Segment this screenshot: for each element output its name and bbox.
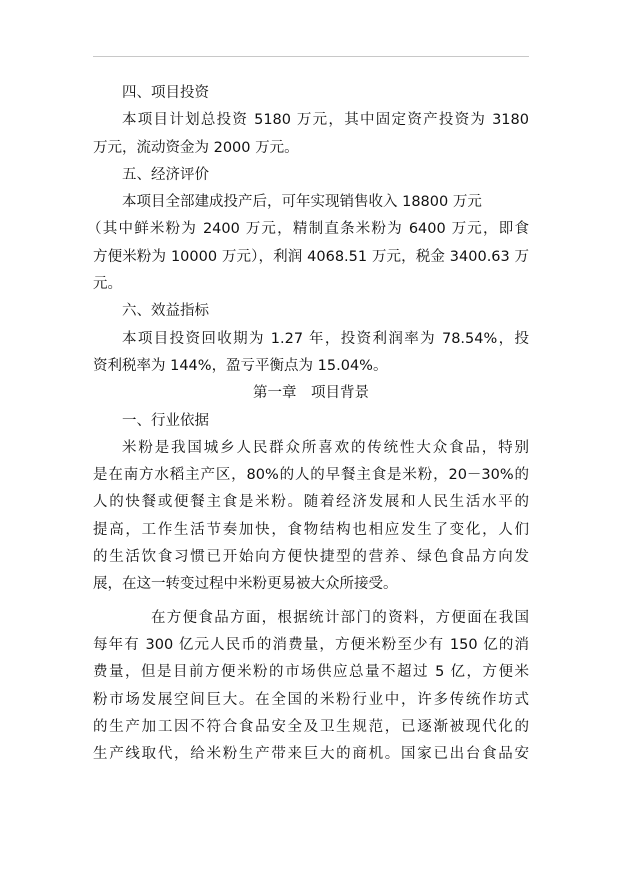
document-body	[87, 80, 529, 768]
paragraph-line: 元。	[93, 276, 122, 293]
chapter-title: 第一章 项目背景	[253, 385, 369, 402]
paragraph-line: 本项目投资回收期为 1.27 年，投资利润率为 78.54%，投	[122, 330, 529, 347]
paragraph-line: 粉市场发展空间巨大。在全国的米粉行业中，许多传统作坊式	[93, 691, 529, 708]
header-rule	[93, 56, 529, 57]
paragraph-line: 的生活饮食习惯已开始向方便快捷型的营养、绿色食品方向发	[93, 549, 529, 566]
section-heading-investment: 四、项目投资	[122, 85, 209, 101]
paragraph-line: 在方便食品方面，根据统计部门的资料，方便面在我国	[151, 609, 529, 626]
paragraph-line: 的生产加工因不符合食品安全及卫生规范，已逐渐被现代化的	[93, 718, 529, 735]
paragraph-line: 提高，工作生活节奏加快，食物结构也相应发生了变化，人们	[93, 521, 529, 538]
paragraph-line: 每年有 300 亿元人民币的消费量，方便米粉至少有 150 亿的消	[93, 636, 529, 653]
paragraph-line: 万元，流动资金为 2000 万元。	[93, 139, 299, 156]
paragraph-line: 是在南方水稻主产区，80%的人的早餐主食是米粉，20－30%的	[93, 467, 529, 484]
paragraph-line: 米粉是我国城乡人民群众所喜欢的传统性大众食品，特别	[122, 439, 529, 456]
paragraph-line: 方便米粉为 10000 万元），利润 4068.51 万元，税金 3400.63 万	[93, 248, 529, 265]
paragraph-line: 生产线取代，给米粉生产带来巨大的商机。国家已出台食品安	[93, 746, 529, 763]
paragraph-line: （其中鲜米粉为 2400 万元，精制直条米粉为 6400 万元，即食	[87, 221, 529, 238]
paragraph-line: 本项目全部建成投产后，可年实现销售收入 18800 万元	[122, 194, 482, 211]
paragraph-line: 人的快餐或便餐主食是米粉。随着经济发展和人民生活水平的	[93, 494, 529, 511]
paragraph-line: 费量，但是目前方便米粉的市场供应总量不超过 5 亿，方便米	[93, 664, 529, 681]
section-heading-industry-basis: 一、行业依据	[122, 412, 209, 429]
section-heading-benefit-indicators: 六、效益指标	[122, 303, 209, 320]
section-heading-economic-evaluation: 五、经济评价	[122, 166, 209, 183]
paragraph-line: 本项目计划总投资 5180 万元，其中固定资产投资为 3180	[122, 112, 529, 129]
paragraph-line: 资利税率为 144%，盈亏平衡点为 15.04%。	[93, 357, 388, 374]
paragraph-line: 展，在这一转变过程中米粉更易被大众所接受。	[93, 576, 398, 593]
